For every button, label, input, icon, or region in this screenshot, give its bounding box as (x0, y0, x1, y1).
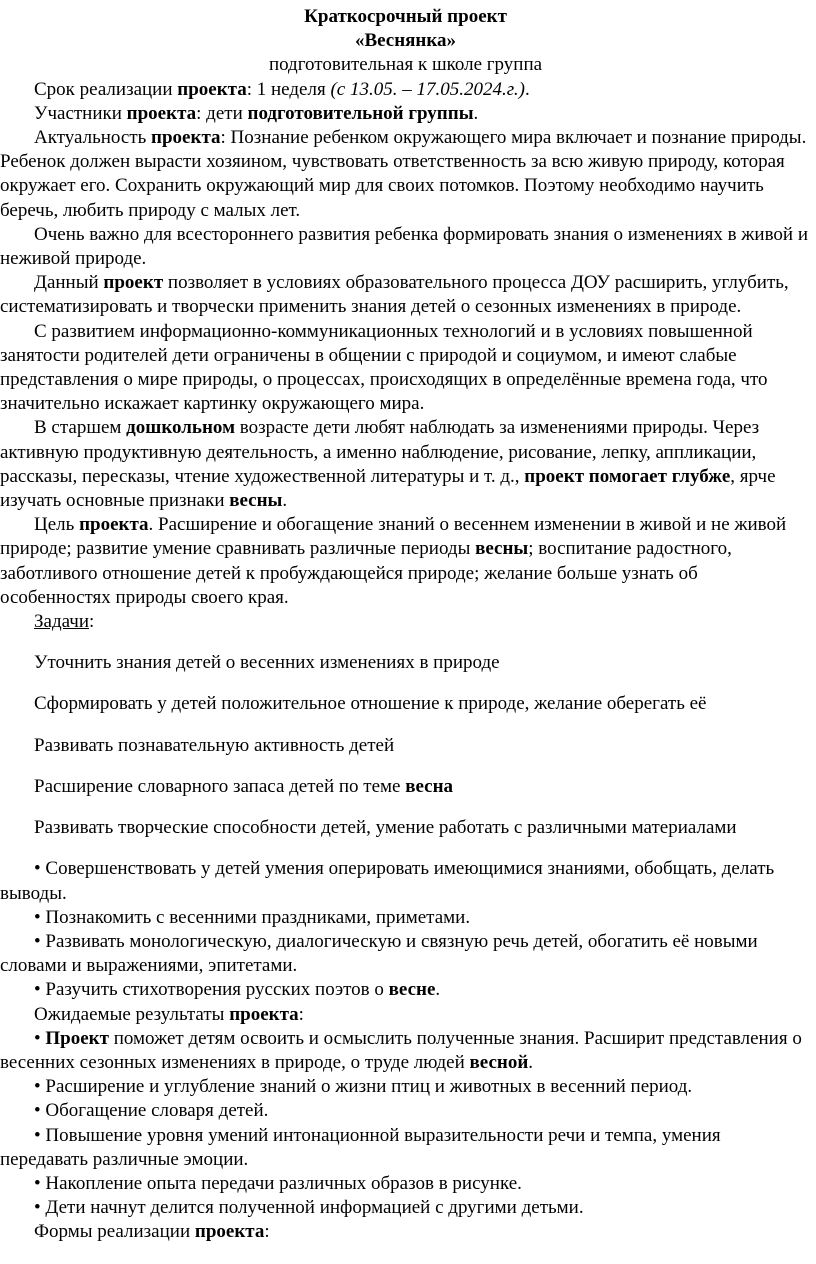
task-item: Уточнить знания детей о весенних изменениях в природе (34, 652, 500, 674)
result-item: • Повышение уровня умений интонационной выразительности речи и темпа, умения передавать различные эмоции. (0, 1124, 721, 1170)
bullet-item: • Разучить стихотворения русских поэтов о весне. (34, 979, 441, 1001)
older-age-paragraph: В старшем дошкольном возрасте дети любят наблюдать за изменениями природы. Через активную продуктивную деятельность, а именно наблюдение, рисование, лепку, аппликации, рассказы, пересказы, чтение художественной литературы и т. д., проект помогает глубже, ярче изучать основные признаки весны. (0, 417, 776, 512)
bullet-item: • Совершенствовать у детей умения оперировать имеющимися знаниями, обобщать, делать выводы. (0, 858, 775, 904)
result-item: • Дети начнут делится полученной информацией с другими детьми. (34, 1197, 584, 1219)
result-item: • Проект поможет детям освоить и осмыслить полученные знания. Расширит представления о весенних сезонных изменениях в природе, о труде людей весной. (0, 1027, 802, 1073)
importance-paragraph: Очень важно для всестороннего развития ребенка формировать знания о изменениях в живой и неживой природе. (0, 223, 809, 270)
tasks-heading: Задачи: (34, 611, 95, 633)
goal-paragraph: Цель проекта. Расширение и обогащение знаний о весеннем изменении в живой и не живой природе; развитие умение сравнивать различные периоды весны; воспитание радостного, заботливого отношение детей к пробуждающейся природе; желание больше узнать об особенностях природы своего края. (0, 514, 787, 608)
participants-paragraph: Участники проекта: дети подготовительной группы. (34, 102, 479, 124)
task-item: Сформировать у детей положительное отношение к природе, желание оберегать её (34, 693, 707, 715)
term-paragraph: Срок реализации проекта: 1 неделя (с 13.05. – 17.05.2024.г.). (34, 78, 530, 100)
forms-heading: Формы реализации проекта: (34, 1221, 270, 1243)
result-item: • Накопление опыта передачи различных образов в рисунке. (34, 1172, 522, 1194)
title-line-1: Краткосрочный проект (304, 6, 507, 27)
task-item: Расширение словарного запаса детей по теме весна (34, 775, 454, 797)
subtitle: подготовительная к школе группа (268, 54, 543, 76)
result-item: • Расширение и углубление знаний о жизни птиц и животных в весенний период. (34, 1076, 693, 1098)
title-line-2: «Веснянка» (354, 30, 457, 52)
expected-heading: Ожидаемые результаты проекта: (34, 1003, 304, 1025)
relevance-paragraph: Актуальность проекта: Познание ребенком окружающего мира включает и познание природы. Ребенок должен вырасти хозяином, чувствовать ответственность за всю живую природу, которая окружает его. Сохранить окружающий мир для своих потомков. Поэтому необходимо научить беречь, любить природу с малых лет. (0, 127, 807, 221)
bullet-item: • Познакомить с весенними праздниками, приметами. (34, 906, 471, 928)
bullet-item: • Развивать монологическую, диалогическую и связную речь детей, обогатить её новыми словами и выражениями, эпитетами. (0, 930, 758, 977)
task-item: Развивать познавательную активность детей (34, 734, 395, 756)
task-item: Развивать творческие способности детей, умение работать с различными материалами (34, 817, 737, 839)
this-project-paragraph: Данный проект позволяет в условиях образовательного процесса ДОУ расширить, углубить, систематизировать и творчески применить знания детей о сезонных изменениях в природе. (0, 272, 789, 318)
result-item: • Обогащение словаря детей. (34, 1100, 269, 1122)
ict-paragraph: С развитием информационно-коммуникационных технологий и в условиях повышенной занятости родителей дети ограничены в общении с природой и социумом, и имеют слабые представления о мире природы, о процессах, происходящих в определённые времена года, что значительно искажает картинку окружающего мира. (0, 320, 768, 415)
